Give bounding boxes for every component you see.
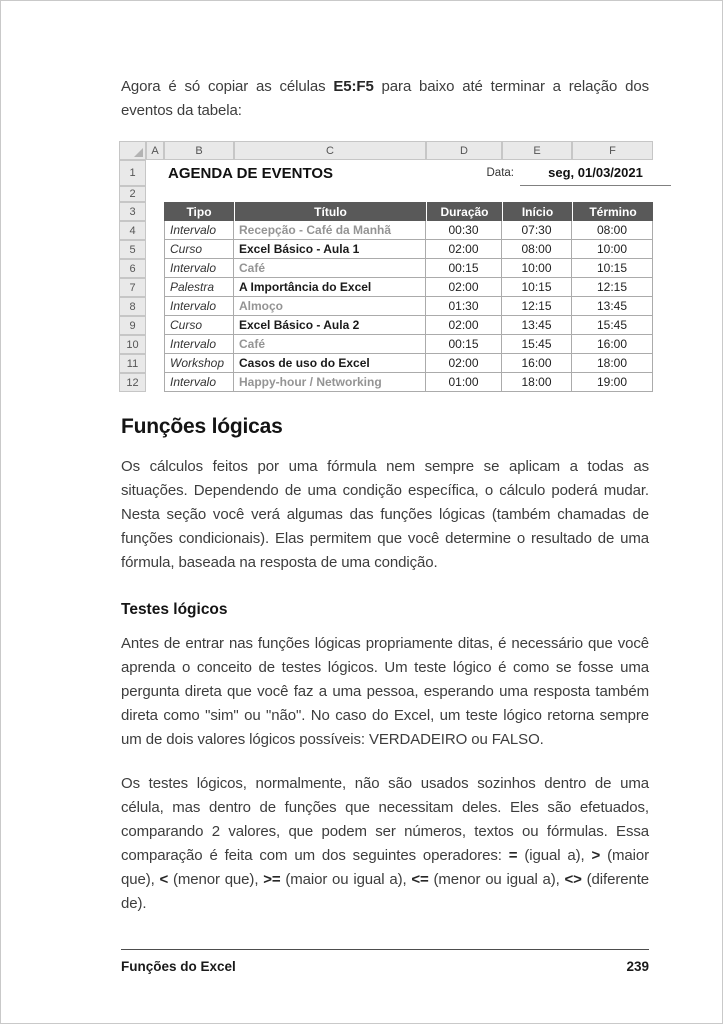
- table-row: [119, 278, 653, 297]
- row-number: 8: [119, 297, 146, 316]
- cell-inicio: 15:45: [502, 335, 572, 354]
- row-number: 5: [119, 240, 146, 259]
- spreadsheet-figure: [119, 141, 653, 392]
- table-row: [119, 316, 653, 335]
- cell-inicio: 13:45: [502, 316, 572, 335]
- cell-tipo: Curso: [164, 240, 234, 259]
- row-number: 11: [119, 354, 146, 373]
- column-header-e: E: [502, 141, 572, 160]
- cell-inicio: 12:15: [502, 297, 572, 316]
- cell-tipo: Intervalo: [164, 221, 234, 240]
- row-number: 9: [119, 316, 146, 335]
- cell-tipo: Intervalo: [164, 297, 234, 316]
- cell-titulo: Excel Básico - Aula 2: [234, 316, 426, 335]
- subsection-heading: Testes lógicos: [121, 601, 228, 618]
- cell-duracao: 02:00: [426, 240, 502, 259]
- cell-termino: 15:45: [572, 316, 653, 335]
- row-number: 12: [119, 373, 146, 392]
- cell-duracao: 01:30: [426, 297, 502, 316]
- table-row: [119, 240, 653, 259]
- cell-inicio: 16:00: [502, 354, 572, 373]
- cell-termino: 08:00: [572, 221, 653, 240]
- column-header-a: A: [146, 141, 164, 160]
- intro-paragraph: Agora é só copiar as células E5:F5 para baixo até terminar a relação dos eventos da tabela:: [121, 78, 649, 119]
- table-row: [119, 373, 653, 392]
- row-number: 7: [119, 278, 146, 297]
- cell-tipo: Workshop: [164, 354, 234, 373]
- select-all-triangle-icon: [134, 148, 143, 157]
- page-content: [1, 75, 722, 916]
- cell-duracao: 00:15: [426, 259, 502, 278]
- table-row: [119, 335, 653, 354]
- cell-inicio: 18:00: [502, 373, 572, 392]
- cell-duracao: 01:00: [426, 373, 502, 392]
- cell-duracao: 02:00: [426, 354, 502, 373]
- column-header-b: B: [164, 141, 234, 160]
- header-termino: Término: [572, 202, 653, 221]
- cell-duracao: 02:00: [426, 316, 502, 335]
- table-row: [119, 354, 653, 373]
- row-number: 4: [119, 221, 146, 240]
- cell-titulo: Café: [234, 335, 426, 354]
- cell-titulo: Casos de uso do Excel: [234, 354, 426, 373]
- cell-titulo: Excel Básico - Aula 1: [234, 240, 426, 259]
- cell-tipo: Intervalo: [164, 335, 234, 354]
- row-number-1: 1: [119, 160, 146, 186]
- sheet-title: AGENDA DE EVENTOS: [168, 164, 334, 182]
- subsection-paragraph-1: Antes de entrar nas funções lógicas propriamente ditas, é necessário que você aprenda o conceito de testes lógicos. Um teste lógico é como se fosse uma pergunta direta que você faz a uma pessoa, esperando uma resposta também direta como "sim" ou "não". No caso do Excel, um teste lógico retorna sempre um de dois valores lógicos possíveis: VERDADEIRO ou FALSO.: [121, 635, 649, 748]
- cell-inicio: 10:15: [502, 278, 572, 297]
- cell-titulo: Happy-hour / Networking: [234, 373, 426, 392]
- cell-termino: 16:00: [572, 335, 653, 354]
- header-tipo: Tipo: [164, 202, 234, 221]
- cell-termino: 18:00: [572, 354, 653, 373]
- cell-titulo: Almoço: [234, 297, 426, 316]
- row-number-3: 3: [119, 202, 146, 221]
- cell-inicio: 07:30: [502, 221, 572, 240]
- sheet-column-headers: [119, 141, 653, 160]
- table-row: [119, 221, 653, 240]
- cell-titulo: Café: [234, 259, 426, 278]
- footer-section-title: Funções do Excel: [121, 959, 236, 974]
- cell-inicio: 08:00: [502, 240, 572, 259]
- row-number: 10: [119, 335, 146, 354]
- sheet-corner-cell: [119, 141, 146, 160]
- cell-tipo: Intervalo: [164, 373, 234, 392]
- cell-duracao: 02:00: [426, 278, 502, 297]
- cell-termino: 10:15: [572, 259, 653, 278]
- column-header-f: F: [572, 141, 653, 160]
- cell-inicio: 10:00: [502, 259, 572, 278]
- cell-tipo: Curso: [164, 316, 234, 335]
- sheet-row-1: [119, 160, 653, 186]
- cell-termino: 19:00: [572, 373, 653, 392]
- cell-termino: 13:45: [572, 297, 653, 316]
- cell-titulo: Recepção - Café da Manhã: [234, 221, 426, 240]
- date-value: seg, 01/03/2021: [520, 160, 671, 186]
- section-paragraph-1: Os cálculos feitos por uma fórmula nem sempre se aplicam a todas as situações. Dependendo de uma condição específica, o cálculo poderá mudar. Nesta seção você verá algumas das funções lógicas (também chamadas de funções condicionais). Elas permitem que você determine o resultado de uma fórmula, baseada na resposta de uma condição.: [121, 458, 649, 571]
- table-row: [119, 297, 653, 316]
- row-number: 6: [119, 259, 146, 278]
- header-titulo: Título: [234, 202, 426, 221]
- cell-termino: 12:15: [572, 278, 653, 297]
- section-heading: Funções lógicas: [121, 415, 283, 438]
- page-footer: [121, 949, 649, 974]
- page-number: 239: [626, 959, 649, 974]
- column-header-d: D: [426, 141, 502, 160]
- column-header-c: C: [234, 141, 426, 160]
- sheet-row-3-table-header: [119, 202, 653, 221]
- cell-titulo: A Importância do Excel: [234, 278, 426, 297]
- sheet-row-2: [119, 186, 653, 202]
- row-number-2: 2: [119, 186, 146, 202]
- cell-duracao: 00:15: [426, 335, 502, 354]
- subsection-paragraph-2: Os testes lógicos, normalmente, não são usados sozinhos dentro de uma célula, mas dentro de funções que necessitam deles. Eles são efetuados, comparando 2 valores, que podem ser números, textos ou fórmulas. Essa comparação é feita com um dos seguintes operadores: = (igual a), > (maior que), < (menor que), >= (maior ou igual a), <= (menor ou igual a), <> (diferente de).: [121, 775, 650, 912]
- cell-duracao: 00:30: [426, 221, 502, 240]
- cell-tipo: Intervalo: [164, 259, 234, 278]
- date-label: Data:: [486, 167, 514, 179]
- cell-termino: 10:00: [572, 240, 653, 259]
- cell-tipo: Palestra: [164, 278, 234, 297]
- header-duracao: Duração: [426, 202, 502, 221]
- table-row: [119, 259, 653, 278]
- header-inicio: Início: [502, 202, 572, 221]
